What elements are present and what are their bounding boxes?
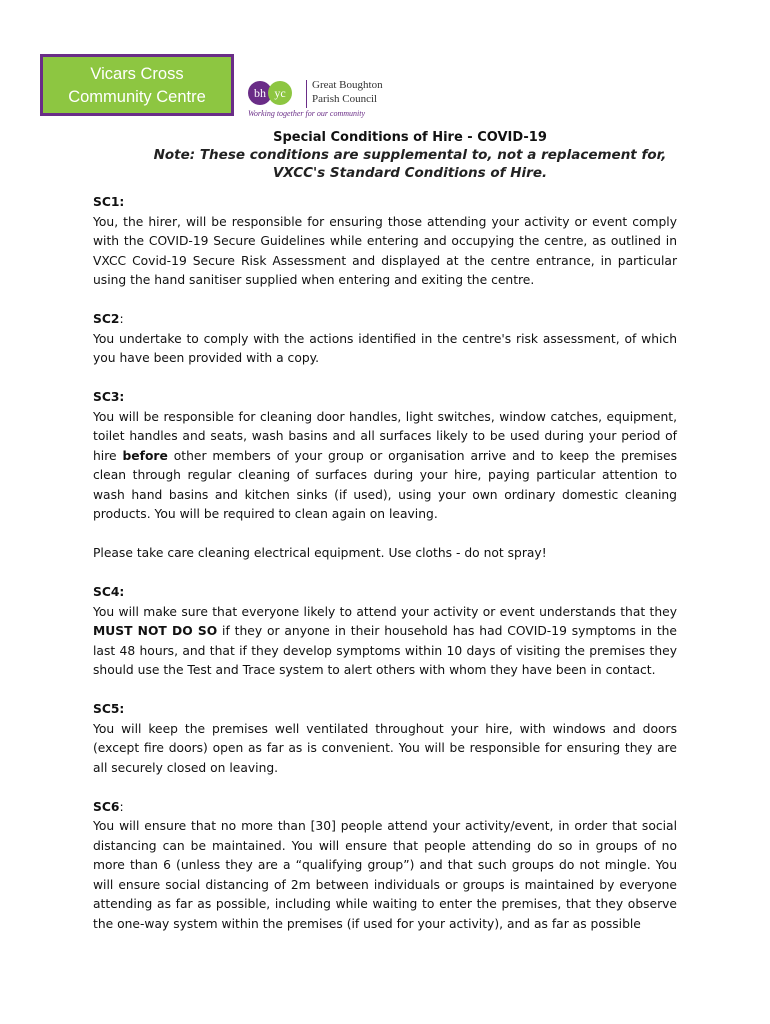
section-sc2	[93, 310, 677, 369]
section-heading: SC1:	[93, 195, 125, 209]
section-paragraph: You undertake to comply with the actions identified in the centre's risk assessment, of which you have been provided with a copy.	[93, 331, 677, 365]
yc-badge: yc	[268, 81, 292, 105]
emphasis-text: MUST NOT DO SO	[93, 624, 218, 638]
section-paragraph: You will ensure that no more than [30] people attend your activity/event, in order that social distancing can be maintained. You will ensure that people attending do so in groups of no more than 6 (unless they are a “qualifying group”) and that such groups do not mingle. You will ensure social distancing of 2m between individuals or groups is maintained by everyone attending as far as possible, including while waiting to enter the premises, that they observe the one-way system within the premises (if used for your activity), and as far as possible	[93, 819, 677, 931]
section-heading-colon: :	[119, 799, 124, 814]
logo-line-2: Community Centre	[68, 88, 206, 106]
paragraph-text: if they or anyone in their household has had COVID-19 symptoms in the last 48 hours, and that if they develop symptoms within 10 days of visiting the premises they should use the Test and Trace system to alert others with whom they have been in contact.	[93, 624, 678, 677]
section-heading: SC3:	[93, 390, 125, 404]
section-paragraph: You will keep the premises well ventilated throughout your hire, with windows and doors (except fire doors) open as far as is convenient. You will be responsible for ensuring they are all securely closed on leaving.	[93, 721, 677, 775]
section-heading	[93, 798, 677, 818]
paragraph-text: You will be responsible for cleaning door handles, light switches, window catches, equipment, toilet handles and seats, wash basins and all surfaces likely to be used during your period of hire	[93, 409, 677, 463]
parish-council-logo	[248, 78, 408, 122]
conditions-body	[93, 193, 677, 954]
document-note: Note: These conditions are supplemental to, not a replacement for, VXCC's Standard Conditions of Hire.	[153, 147, 667, 181]
section-paragraph: You, the hirer, will be responsible for ensuring those attending your activity or event comply with the COVID-19 Secure Guidelines while entering and occupying the centre, as outlined in VXCC Covid-19 Secure Risk Assessment and displayed at the centre entrance, in particular using the hand sanitiser supplied when entering and exiting the centre.	[93, 214, 677, 287]
section-sc1	[93, 193, 677, 291]
section-paragraph	[93, 408, 677, 525]
section-heading	[93, 310, 677, 330]
section-sc3	[93, 388, 677, 564]
section-heading: SC4:	[93, 585, 125, 599]
vicars-cross-logo	[40, 54, 234, 116]
section-heading-colon: :	[119, 312, 124, 326]
paragraph-text: other members of your group or organisation arrive and to keep the premises clean through regular cleaning of surfaces during your hire, paying particular attention to wash hand basins and kitchen sinks (if used), using your own ordinary domestic cleaning products. You will be required to clean again on leaving.	[93, 448, 677, 521]
section-sc6	[93, 798, 677, 935]
section-sc5	[93, 700, 677, 778]
council-name-line-2: Parish Council	[312, 92, 378, 105]
emphasis-text: before	[122, 448, 168, 463]
logo-divider	[306, 80, 307, 108]
bh-badge: bh	[248, 81, 272, 105]
council-name	[312, 79, 383, 106]
council-name-line-1: Great Boughton	[312, 79, 383, 91]
section-sc4	[93, 583, 677, 681]
council-tagline: Working together for our community	[248, 109, 366, 118]
section-heading-label: SC2	[93, 312, 120, 326]
section-heading: SC5:	[93, 702, 125, 716]
logo-line-1: Vicars Cross	[90, 65, 184, 83]
section-paragraph: Please take care cleaning electrical equipment. Use cloths - do not spray!	[93, 546, 547, 560]
section-heading-label: SC6	[93, 799, 120, 814]
section-paragraph	[93, 603, 677, 681]
document-title: Special Conditions of Hire - COVID-19	[273, 130, 547, 145]
paragraph-text: You will make sure that everyone likely to attend your activity or event understands that they	[93, 604, 677, 619]
